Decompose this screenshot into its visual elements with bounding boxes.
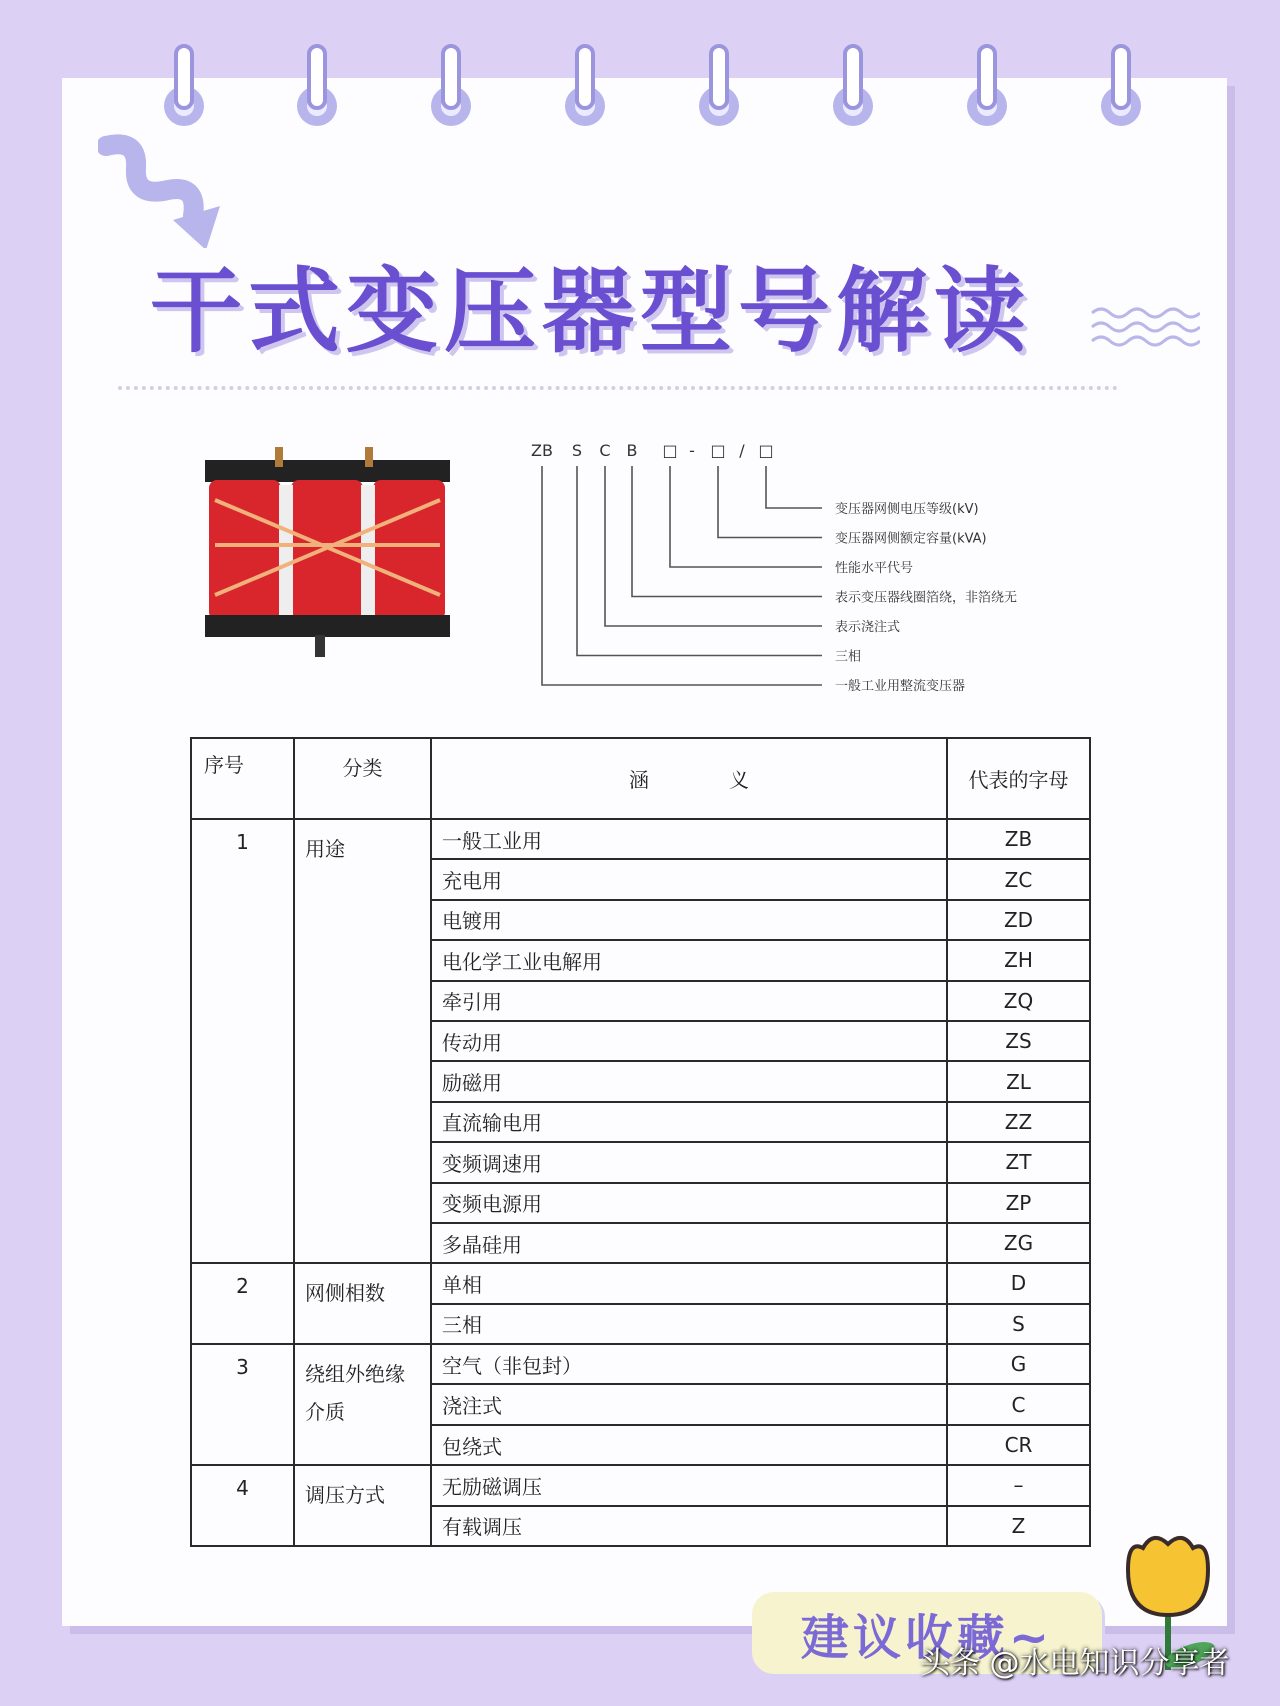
code-part: ZB — [531, 441, 553, 460]
row-meaning: 单相 — [431, 1263, 947, 1303]
row-meaning: 电镀用 — [431, 900, 947, 940]
code-leader-line — [718, 466, 822, 538]
model-code-diagram — [520, 432, 1040, 712]
code-explanation: 三相 — [835, 649, 862, 665]
table-row — [191, 1263, 1090, 1303]
row-meaning: 电化学工业电解用 — [431, 940, 947, 980]
row-code: ZZ — [947, 1102, 1090, 1142]
row-category: 绕组外绝缘介质 — [294, 1344, 431, 1465]
code-leader-line — [632, 466, 822, 597]
table-row — [191, 1344, 1090, 1384]
wave-decoration-icon — [1090, 305, 1200, 349]
code-part: □ — [710, 441, 726, 460]
row-code: S — [947, 1304, 1090, 1344]
header-category: 分类 — [294, 738, 431, 819]
row-code: ZL — [947, 1061, 1090, 1101]
watermark-text: 头条 @水电知识分享者 — [920, 1646, 1230, 1681]
collect-badge: 建议收藏~ — [752, 1592, 1102, 1674]
row-meaning: 一般工业用 — [431, 819, 947, 859]
table-row — [191, 1465, 1090, 1505]
binder-ring-icon — [427, 44, 475, 134]
model-spec-table — [190, 737, 1091, 1547]
code-explanation: 一般工业用整流变压器 — [835, 679, 966, 694]
binder-ring-icon — [1097, 44, 1145, 134]
code-part: B — [626, 441, 638, 460]
row-meaning: 变频调速用 — [431, 1142, 947, 1182]
row-code: G — [947, 1344, 1090, 1384]
code-leader-line — [766, 466, 822, 508]
row-meaning: 空气（非包封） — [431, 1344, 947, 1384]
row-category: 网侧相数 — [294, 1263, 431, 1344]
code-leader-line — [605, 466, 822, 626]
binder-ring-icon — [160, 44, 208, 134]
row-code: ZG — [947, 1223, 1090, 1263]
row-meaning: 励磁用 — [431, 1061, 947, 1101]
header-meaning: 涵 义 — [431, 738, 947, 819]
row-meaning: 包绕式 — [431, 1425, 947, 1465]
row-code: D — [947, 1263, 1090, 1303]
code-explanation: 表示浇注式 — [835, 620, 901, 635]
transformer-image — [205, 445, 450, 675]
row-code: – — [947, 1465, 1090, 1505]
code-leader-line — [542, 466, 822, 685]
row-meaning: 充电用 — [431, 859, 947, 899]
binder-ring-icon — [829, 44, 877, 134]
row-code: ZS — [947, 1021, 1090, 1061]
row-code: ZB — [947, 819, 1090, 859]
row-meaning: 变频电源用 — [431, 1183, 947, 1223]
row-code: ZH — [947, 940, 1090, 980]
row-number: 4 — [191, 1465, 294, 1546]
code-leader-line — [577, 466, 822, 656]
row-meaning: 传动用 — [431, 1021, 947, 1061]
code-part: - — [689, 441, 695, 460]
wavy-arrow-icon — [98, 128, 228, 248]
code-explanation: 变压器网侧额定容量(kVA) — [835, 531, 987, 547]
code-explanation: 变压器网侧电压等级(kV) — [835, 502, 979, 517]
code-part: C — [599, 441, 611, 460]
row-number: 3 — [191, 1344, 294, 1465]
row-code: ZC — [947, 859, 1090, 899]
code-part: □ — [758, 441, 774, 460]
binder-ring-icon — [963, 44, 1011, 134]
binder-ring-icon — [293, 44, 341, 134]
row-number: 2 — [191, 1263, 294, 1344]
code-part: S — [571, 441, 583, 460]
code-part: / — [739, 441, 745, 460]
table-row — [191, 819, 1090, 859]
row-code: Z — [947, 1506, 1090, 1546]
row-code: ZP — [947, 1183, 1090, 1223]
row-meaning: 多晶硅用 — [431, 1223, 947, 1263]
dotted-divider — [118, 386, 1118, 390]
page-title: 干式变压器型号解读 — [150, 258, 1033, 365]
binder-ring-icon — [695, 44, 743, 134]
row-code: ZT — [947, 1142, 1090, 1182]
row-meaning: 浇注式 — [431, 1384, 947, 1424]
row-meaning: 三相 — [431, 1304, 947, 1344]
code-explanation: 性能水平代号 — [835, 561, 914, 576]
row-code: ZD — [947, 900, 1090, 940]
row-number: 1 — [191, 819, 294, 1263]
row-code: CR — [947, 1425, 1090, 1465]
code-leader-line — [670, 466, 822, 567]
row-code: ZQ — [947, 981, 1090, 1021]
row-meaning: 有载调压 — [431, 1506, 947, 1546]
binder-ring-icon — [561, 44, 609, 134]
header-no: 序号 — [191, 738, 294, 819]
row-category: 调压方式 — [294, 1465, 431, 1546]
row-code: C — [947, 1384, 1090, 1424]
code-part: □ — [662, 441, 678, 460]
row-meaning: 无励磁调压 — [431, 1465, 947, 1505]
row-category: 用途 — [294, 819, 431, 1263]
code-explanation: 表示变压器线圈箔绕，非箔绕无 — [835, 590, 1018, 606]
row-meaning: 牵引用 — [431, 981, 947, 1021]
header-code: 代表的字母 — [947, 738, 1090, 819]
row-meaning: 直流输电用 — [431, 1102, 947, 1142]
